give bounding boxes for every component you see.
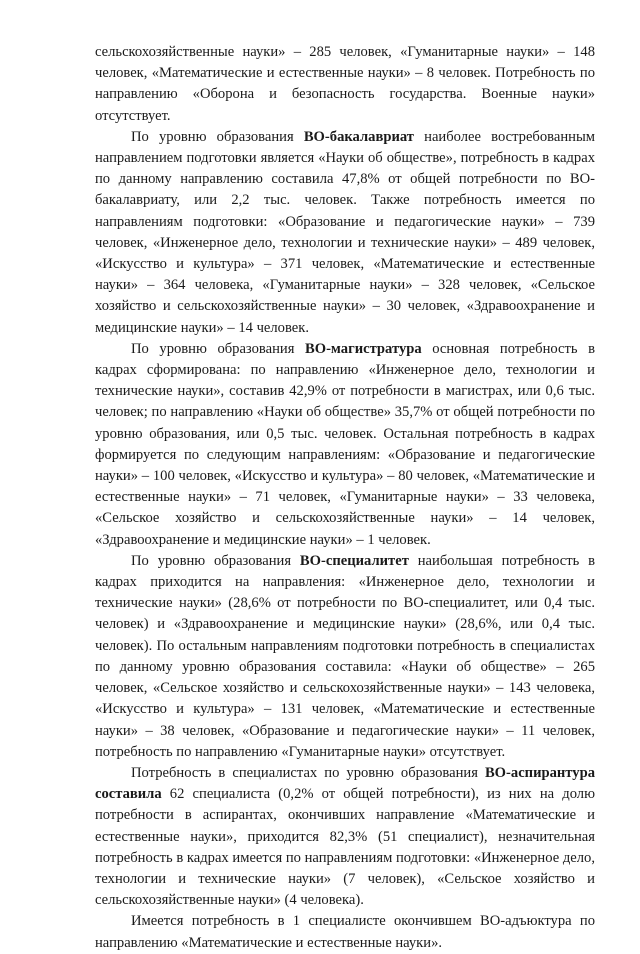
paragraph-text-after: наибольшая потребность в кадрах приходится на направления: «Инженерное дело, технологии и технические науки» (28,6% от потребности по ВО-специалитет, или 0,4 тыс. человек) и «Здравоохранение и медицинские науки» (28,6%, или 0,4 тыс. человек). По остальным направлениям подготовки потребность в специалистах по данному уровню образования составила: «Науки об обществе» – 265 человек, «Сельское хозяйство и сельскохозяйственные науки» – 143 человека, «Искусство и культура» – 131 человек, «Математические и естественные науки» – 38 человек, «Образование и педагогические науки» – 11 человек, потребность по направлению «Гуманитарные науки» отсутствует. <box>95 552 595 760</box>
paragraph-bold-term: ВО-аспирантура составила <box>95 764 595 803</box>
paragraph-bachelor <box>95 127 595 339</box>
paragraph-text: сельскохозяйственные науки» – 285 человек, «Гуманитарные науки» – 148 человек, «Математические и естественные науки» – 8 человек. Потребность по направлению «Оборона и безопасность государства. Военные науки» отсутствует. <box>95 44 595 124</box>
paragraph-specialist <box>95 551 595 763</box>
paragraph-text-after: основная потребность в кадрах сформирована: по направлению «Инженерное дело, технологии и технические науки», составив 42,9% от потребности в магистрах, или 0,6 тыс. человек; по направлению «Науки об обществе» 35,7% от общей потребности по уровню образования, или 0,5 тыс. человек. Остальная потребность в кадрах формируется по следующим направлениям: «Образование и педагогические науки» – 100 человек, «Искусство и культура» – 80 человек, «Математические и естественные науки» – 71 человек, «Гуманитарные науки» – 33 человека, «Сельское хозяйство и сельскохозяйственные науки» – 14 человек, «Здравоохранение и медицинские науки» – 1 человек. <box>95 340 595 548</box>
paragraph-master <box>95 339 595 551</box>
paragraph-text-after: наиболее востребованным направлением подготовки является «Науки об обществе», потребность в кадрах по данному направлению составила 47,8% от общей потребности по ВО-бакалавриату, или 2,2 тыс. человек. Также потребность имеется по направлениям подготовки: «Образование и педагогические науки» – 739 человек, «Инженерное дело, технологии и технические науки» – 489 человек, «Искусство и культура» – 371 человек, «Математические и естественные науки» – 364 человека, «Гуманитарные науки» – 328 человек, «Сельское хозяйство и сельскохозяйственные науки» – 30 человек, «Здравоохранение и медицинские науки» – 14 человек. <box>95 128 595 336</box>
paragraph-text-before: По уровню образования <box>131 128 304 145</box>
document-body <box>95 42 595 954</box>
paragraph-text-after: 62 специалиста (0,2% от общей потребности), из них на долю потребности в аспирантах, окончивших направление «Математические и естественные науки», приходится 82,3% (51 специалист), незначительная потребность в кадрах имеется по направлениям подготовки: «Инженерное дело, технологии и технические науки» (7 человек), «Сельское хозяйство и сельскохозяйственные науки» (4 человека). <box>95 786 595 909</box>
paragraph-text-before: По уровню образования <box>131 552 300 569</box>
paragraph-adjunct <box>95 911 595 953</box>
paragraph-text-before: Потребность в специалистах по уровню образования <box>131 764 485 781</box>
paragraph-bold-term: ВО-бакалавриат <box>303 128 414 145</box>
paragraph-continuation <box>95 42 595 127</box>
paragraph-bold-term: ВО-специалитет <box>299 552 409 569</box>
paragraph-text-before: По уровню образования <box>131 340 305 357</box>
paragraph-text: Имеется потребность в 1 специалисте окончившем ВО-адъюктура по направлению «Математические и естественные науки». <box>95 913 595 951</box>
paragraph-bold-term: ВО-магистратура <box>304 340 422 357</box>
paragraph-postgraduate <box>95 763 595 911</box>
